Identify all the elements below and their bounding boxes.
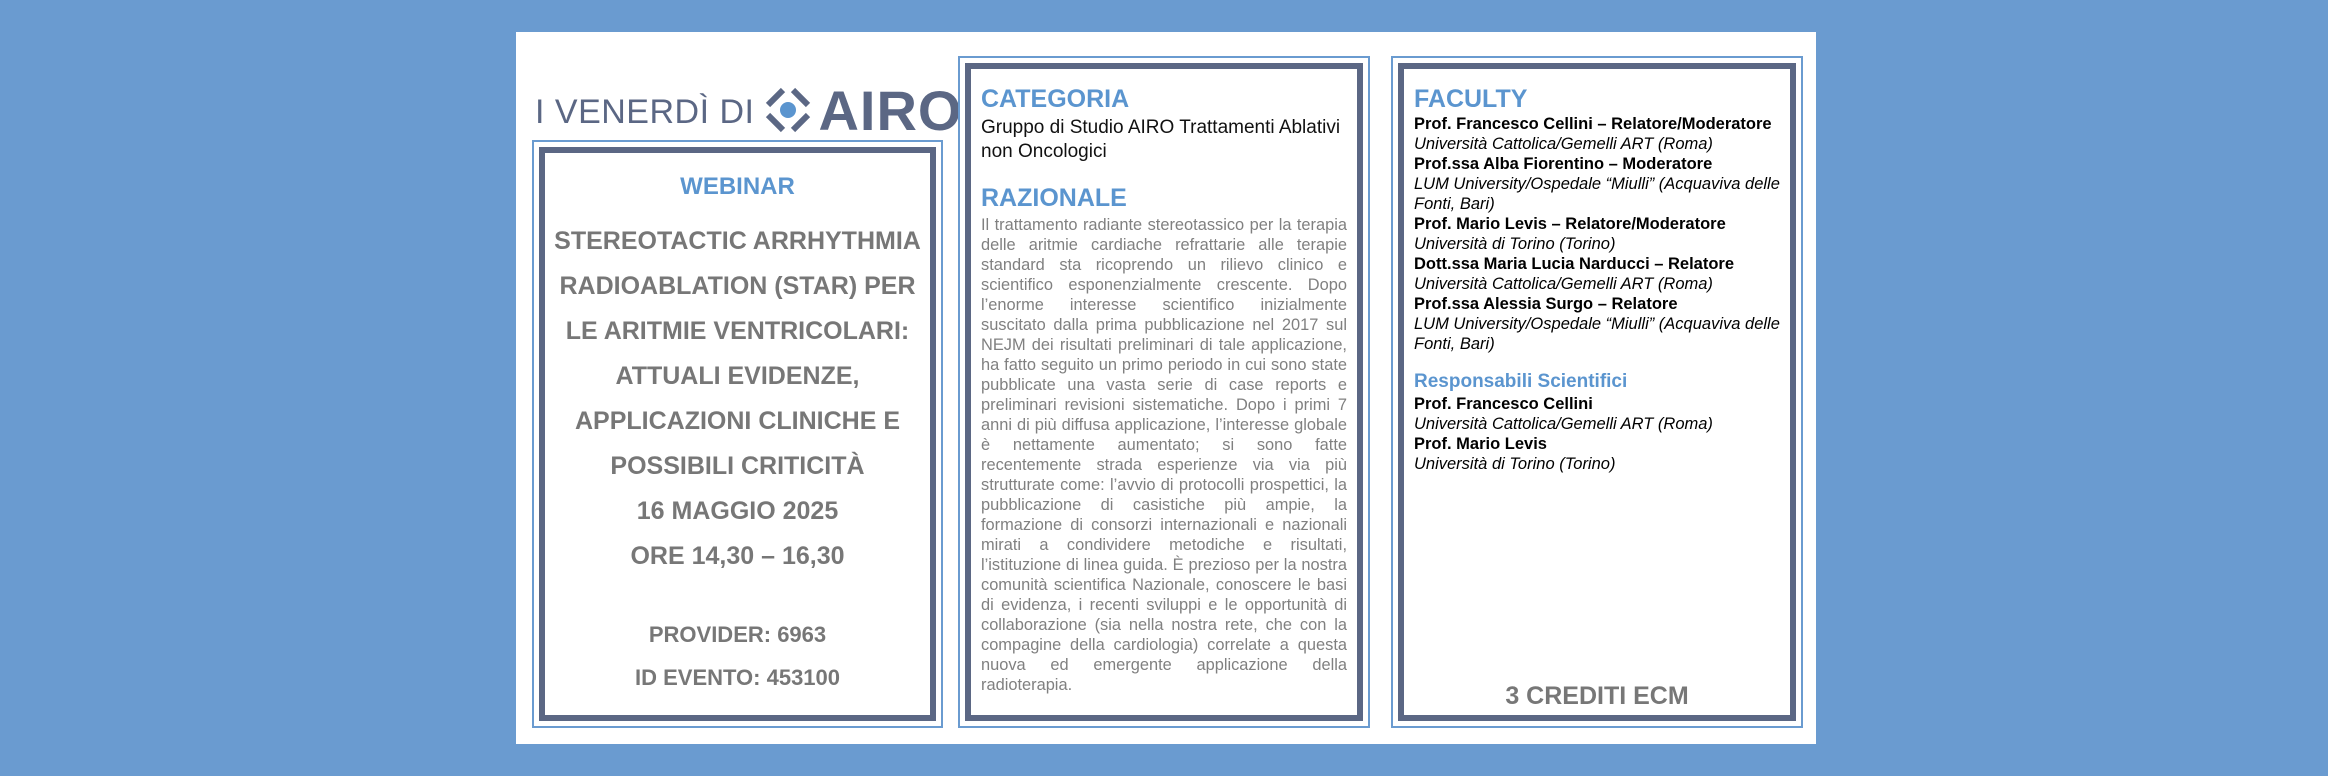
faculty-affiliation: Università di Torino (Torino)	[1414, 235, 1616, 253]
faculty-member	[1414, 254, 1780, 294]
middle-panel	[958, 56, 1370, 728]
airo-logo	[535, 78, 963, 142]
logo-brand: AIRO	[818, 78, 963, 142]
webinar-label: WEBINAR	[680, 173, 795, 200]
right-panel	[1391, 56, 1803, 728]
categoria-heading: CATEGORIA	[981, 85, 1130, 113]
airo-diamond-icon	[762, 84, 814, 136]
webinar-title	[545, 219, 930, 579]
responsabili-list	[1414, 394, 1780, 474]
event-id: ID EVENTO: 453100	[634, 665, 841, 690]
left-panel	[532, 140, 943, 728]
faculty-name: Prof. Mario Levis – Relatore/Moderatore	[1414, 215, 1726, 233]
responsabile-name: Prof. Francesco Cellini	[1414, 395, 1593, 413]
title-line: ATTUALI EVIDENZE,	[615, 362, 860, 390]
responsabile-name: Prof. Mario Levis	[1414, 435, 1547, 453]
title-line: APPLICAZIONI CLINICHE E	[574, 407, 900, 435]
middle-panel-frame	[965, 63, 1363, 721]
faculty-affiliation: LUM University/Ospedale “Miulli” (Acquaviva delle Fonti, Bari)	[1414, 315, 1780, 353]
responsabile	[1414, 434, 1780, 474]
faculty-member	[1414, 114, 1780, 154]
responsabili-heading: Responsabili Scientifici	[1414, 371, 1628, 392]
title-line: STEREOTACTIC ARRHYTHMIA	[554, 227, 921, 255]
razionale-text: Il trattamento radiante stereotassico per la terapia delle aritmie cardiache refrattarie alle terapie standard sta ricoprendo un rilievo clinico e scientifico esponenzialmente crescente. Dopo l’enorme interesse scientifico inizialmente suscitato dalla prima pubblicazione nel 2017 sul NEJM dei risultati preliminari di tale applicazione, ha fatto seguito un primo periodo in cui sono state pubblicate una vasta serie di case reports e preliminari revisioni sistematiche. Dopo i primi 7 anni di più diffusa applicazione, l’interesse globale è nettamente aumentato; si sono fatte recentemente strada esperienze via via più strutturate come: l’avvio di protocolli prospettici, la pubblicazione di casistiche più ampie, la formazione di consorzi internazionali e nazionali mirati a condividere metodiche e risultati, l’istituzione di linea guida. È prezioso per la nostra comunità scientifica Nazionale, conoscere le basi di evidenza, i recenti sviluppi e le opportunità di collaborazione (sia nella nostra rete, che con la compagine della cardiologia) correlate a questa nuova ed emergente applicazione della radioterapia.	[981, 216, 1347, 694]
faculty-member	[1414, 214, 1780, 254]
faculty-heading: FACULTY	[1414, 85, 1528, 113]
title-line: LE ARITMIE VENTRICOLARI:	[565, 317, 910, 345]
faculty-member	[1414, 294, 1780, 354]
right-panel-frame	[1398, 63, 1796, 721]
faculty-name: Prof.ssa Alessia Surgo – Relatore	[1414, 295, 1678, 313]
faculty-name: Prof.ssa Alba Fiorentino – Moderatore	[1414, 155, 1713, 173]
event-time: ORE 14,30 – 16,30	[630, 542, 845, 570]
faculty-affiliation: LUM University/Ospedale “Miulli” (Acquaviva delle Fonti, Bari)	[1414, 175, 1780, 213]
left-panel-frame	[539, 147, 936, 721]
faculty-affiliation: Università Cattolica/Gemelli ART (Roma)	[1414, 275, 1713, 293]
event-date: 16 MAGGIO 2025	[636, 497, 839, 525]
faculty-affiliation: Università Cattolica/Gemelli ART (Roma)	[1414, 135, 1713, 153]
provider-id: PROVIDER: 6963	[648, 622, 827, 647]
faculty-name: Dott.ssa Maria Lucia Narducci – Relatore	[1414, 255, 1735, 273]
faculty-list	[1414, 114, 1780, 354]
logo-prefix: I VENERDÌ DI	[535, 92, 755, 131]
responsabile-affiliation: Università di Torino (Torino)	[1414, 455, 1616, 473]
title-line: RADIOABLATION (STAR) PER	[559, 272, 916, 300]
faculty-name: Prof. Francesco Cellini – Relatore/Moderatore	[1414, 115, 1772, 133]
ecm-credits: 3 CREDITI ECM	[1505, 682, 1689, 710]
responsabile-affiliation: Università Cattolica/Gemelli ART (Roma)	[1414, 415, 1713, 433]
faculty-member	[1414, 154, 1780, 214]
responsabile	[1414, 394, 1780, 434]
title-line: POSSIBILI CRITICITÀ	[610, 452, 865, 480]
razionale-heading: RAZIONALE	[981, 184, 1127, 212]
categoria-text: Gruppo di Studio AIRO Trattamenti Ablativi non Oncologici	[981, 117, 1341, 162]
